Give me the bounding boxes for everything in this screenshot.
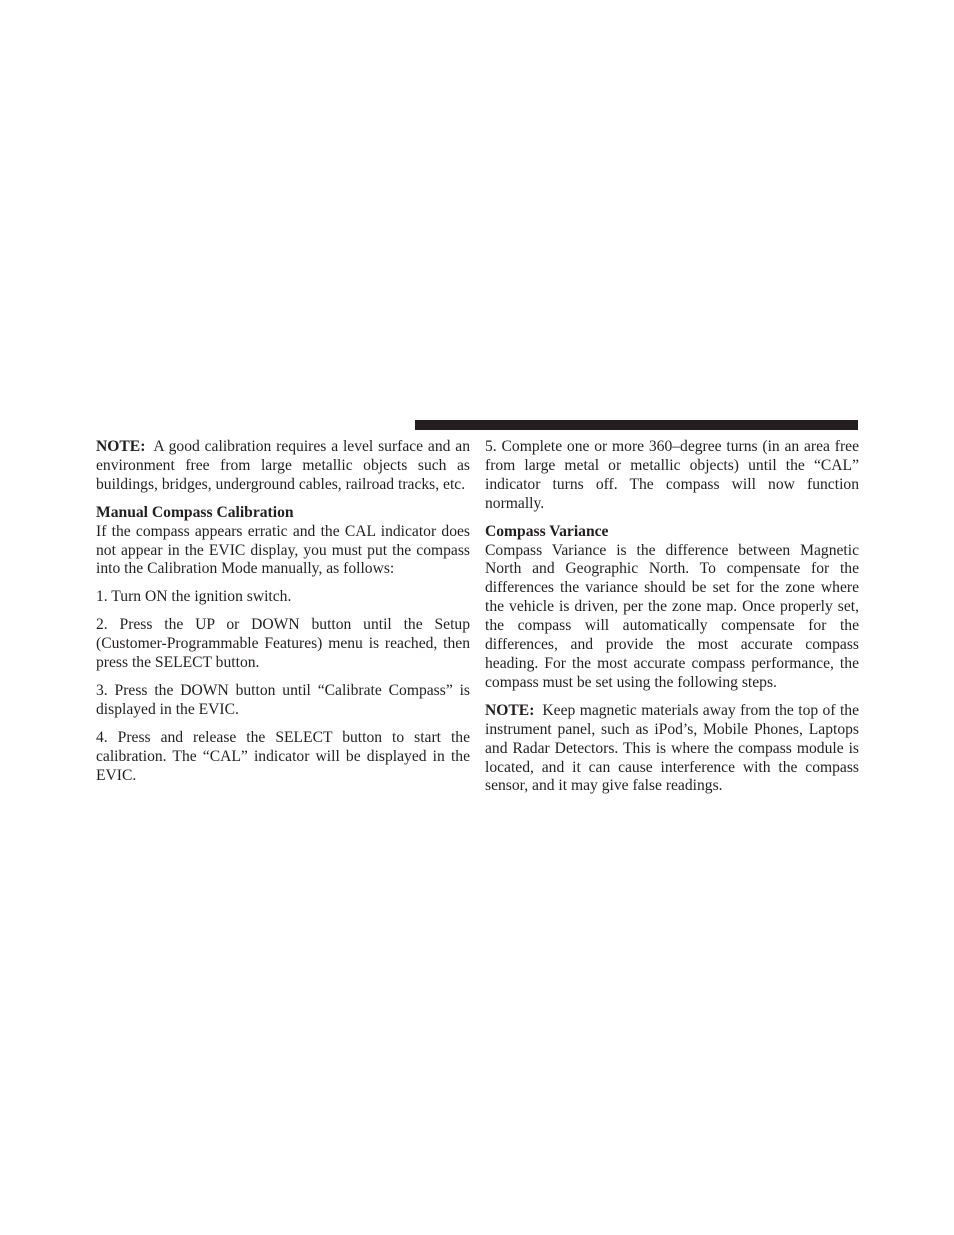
note-magnetic-materials <box>485 702 859 797</box>
note-label: NOTE: <box>96 438 146 455</box>
manual-calibration-heading: Manual Compass Calibration <box>96 503 294 521</box>
compass-variance-text: Compass Variance is the difference between Magnetic North and Geographic North. To compensate for the differences the variance should be set for the zone where the vehicle is driven, per the zone map. Once properly set, the compass will automatically compensate for the differences, and provide the most accurate compass heading. For the most accurate compass performance, the compass must be set using the following steps. <box>485 541 859 691</box>
left-column <box>96 438 470 795</box>
right-column <box>485 438 859 805</box>
compass-variance-section <box>485 523 859 693</box>
manual-calibration-intro: If the compass appears erratic and the CAL indicator does not appear in the EVIC display, you must put the compass into the Calibration Mode manually, as follows: <box>96 522 470 578</box>
step-1: 1. Turn ON the ignition switch. <box>96 588 292 606</box>
compass-variance-heading: Compass Variance <box>485 522 609 540</box>
note-calibration-surface <box>96 438 470 495</box>
step-5: 5. Complete one or more 360–degree turns (in an area free from large metal or metallic objects) until the “CAL” indicator turns off. The compass will now function normally. <box>485 438 859 512</box>
note-label: NOTE: <box>485 701 535 719</box>
step-3: 3. Press the DOWN button until “Calibrate Compass” is displayed in the EVIC. <box>96 681 470 718</box>
note-text: Keep magnetic materials away from the top of the instrument panel, such as iPod’s, Mobile Phones, Laptops and Radar Detectors. This is where the compass module is located, and it can cause interference with the compass sensor, and it may give false readings. <box>485 701 859 795</box>
section-header-bar <box>415 420 858 430</box>
step-4: 4. Press and release the SELECT button to start the calibration. The “CAL” indicator will be displayed in the EVIC. <box>96 728 470 784</box>
note-text: A good calibration requires a level surface and an environment free from large metallic objects such as buildings, bridges, underground cables, railroad tracks, etc. <box>96 438 470 493</box>
manual-calibration-section <box>96 504 470 786</box>
step-2: 2. Press the UP or DOWN button until the Setup (Customer-Programmable Features) menu is reached, then press the SELECT button. <box>96 616 470 672</box>
